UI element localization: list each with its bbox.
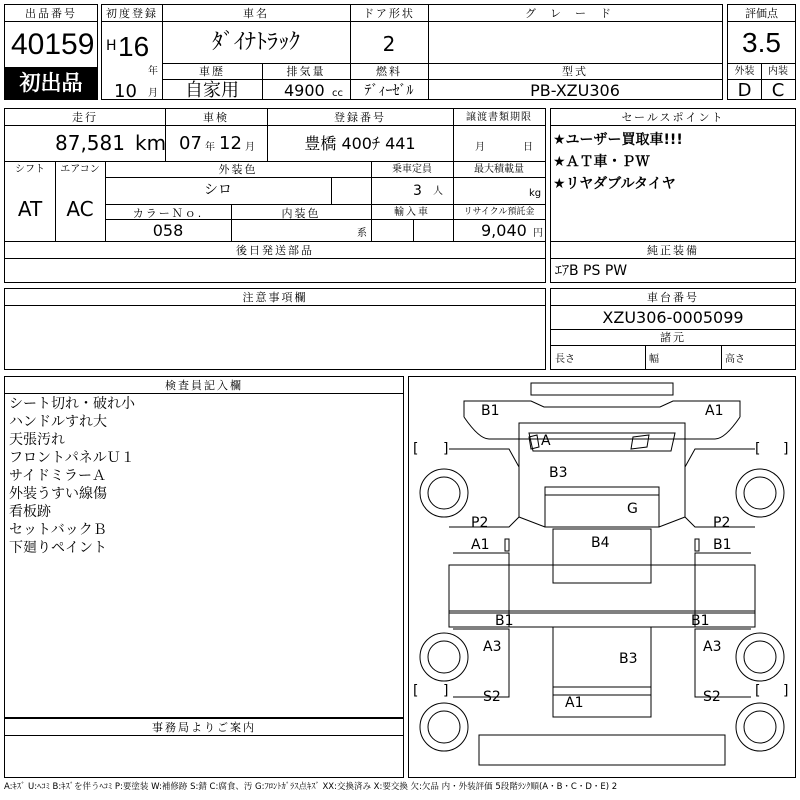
rear-left-wheel [420, 633, 468, 681]
damage-mark: B1 [691, 613, 710, 629]
sales-points-box [550, 108, 796, 242]
inspector-note-line: サイドミラーＡ [9, 468, 107, 484]
recycle-label: リサイクル預託金 [463, 207, 535, 217]
genuine-equipment-box [550, 241, 796, 283]
front-right-wheel [736, 469, 784, 517]
sales-point-item: ★ＡＴ車・ＰＷ [553, 154, 650, 170]
history-value: 自家用 [185, 80, 239, 101]
ext-score-label: 外装 [734, 66, 755, 77]
fuel-label: 燃料 [376, 65, 402, 78]
mileage-value: 87,581 [55, 131, 125, 155]
dims-length-label: 長さ [555, 354, 575, 365]
chassis-label: 車台番号 [647, 291, 699, 304]
dims-width-label: 幅 [649, 354, 659, 365]
first-reg-label: 初度登録 [106, 7, 158, 20]
rear-right-wheel [736, 633, 784, 681]
recycle-unit: 円 [533, 228, 543, 239]
damage-mark: A3 [483, 639, 502, 655]
damage-mark: G [627, 501, 638, 517]
damage-mark: A1 [471, 537, 490, 553]
dims-height-label: 高さ [725, 354, 745, 365]
bracket-mark: [ [755, 441, 761, 457]
office-notice-label: 事務局よりご案内 [152, 721, 256, 734]
top-info-grid [101, 4, 723, 100]
sales-point-item: ★ユーザー買取車!!! [553, 132, 683, 148]
inspector-note-line: ハンドルすれ大 [9, 414, 107, 430]
cab-roof [545, 487, 659, 527]
score-value: 3.5 [742, 27, 781, 58]
sales-point-item: ★リヤダブルタイヤ [553, 176, 676, 192]
bracket-mark: ] [443, 683, 449, 699]
lot-number-value: 40159 [11, 28, 95, 61]
inspection-month: 12 [219, 133, 242, 154]
inspector-note-line: 外装うすい線傷 [9, 486, 107, 502]
inspector-note-line: 天張汚れ [9, 432, 65, 448]
damage-diagram [409, 377, 795, 777]
capacity-value: 3 [413, 183, 422, 199]
first-reg-era: H [106, 38, 117, 54]
grade-label: グレード [525, 7, 625, 20]
inspector-notes-box [4, 376, 404, 718]
car-name-label: 車名 [243, 7, 269, 20]
damage-mark: B1 [495, 613, 514, 629]
ext-color-value: シロ [204, 182, 232, 198]
color-no-label: カラーＮｏ. [132, 207, 204, 220]
aircon-value: AC [66, 197, 94, 221]
lot-number-label: 出品番号 [25, 7, 77, 20]
chassis-value: XZU306-0005099 [602, 308, 744, 327]
legend-footer: A:ｷｽﾞ U:ﾍｺﾐ B:ｷｽﾞを伴うﾍｺﾐ P:要塗装 W:補修跡 S:錆 C:腐食、汚 G:ﾌﾛﾝﾄｶﾞﾗｽ点ｷｽﾞ XX:交換済み X:要交換 欠:欠品 内・外装評価 5段階ﾗﾝｸ順(A・B・C・D・E) 2 [4, 782, 618, 792]
int-score-label: 内装 [768, 66, 788, 77]
right-handle [695, 539, 699, 551]
front-bumper-top [531, 383, 673, 395]
first-listing-text: 初出品 [19, 71, 83, 95]
displacement-value: 4900 [284, 81, 325, 100]
color-no-value: 058 [152, 221, 184, 240]
transfer-day-unit: 日 [523, 142, 533, 153]
first-reg-year: 16 [118, 31, 150, 62]
damage-mark: P2 [471, 515, 489, 531]
int-color-unit: 系 [357, 228, 367, 239]
inspection-label: 車検 [203, 111, 229, 124]
car-name-value: ﾀﾞｲﾅﾄﾗｯｸ [211, 30, 300, 55]
score-box [727, 4, 796, 100]
bracket-mark: ] [783, 683, 789, 699]
mileage-label: 走行 [72, 111, 98, 124]
damage-mark: S2 [483, 689, 501, 705]
rear-left-hub [428, 641, 460, 673]
damage-mark: B3 [549, 465, 568, 481]
genuine-equipment-label: 純正装備 [647, 244, 699, 257]
door-label: ドア形状 [363, 7, 415, 20]
history-label: 車歴 [199, 65, 225, 78]
ext-color-label: 外装色 [218, 163, 258, 176]
office-notice-box [4, 718, 404, 778]
transfer-label: 譲渡書類期限 [466, 112, 532, 123]
first-reg-year-unit: 年 [148, 66, 158, 77]
inspector-note-line: 下廻りペイント [9, 540, 107, 556]
shift-label: シフト [15, 164, 45, 175]
damage-mark: S2 [703, 689, 721, 705]
registration-value: 豊橋 400ﾁ 441 [304, 134, 416, 153]
bracket-marks [413, 441, 788, 699]
notes-label: 注意事項欄 [242, 291, 308, 304]
bracket-mark: [ [755, 683, 761, 699]
displacement-unit: cc [332, 88, 343, 99]
inspector-note-line: フロントパネルＵ１ [9, 450, 135, 466]
front-left-wheel [420, 469, 468, 517]
shift-value: AT [17, 197, 43, 221]
front-lower-outline [464, 417, 740, 439]
mileage-unit: km [135, 131, 167, 155]
front-right-hub [744, 477, 776, 509]
max-load-label: 最大積載量 [474, 164, 524, 175]
front-panel-outline [464, 401, 740, 417]
notes-box [4, 288, 546, 370]
inspector-note-line: シート切れ・破れ小 [9, 396, 135, 412]
dims-label: 諸元 [660, 331, 686, 344]
damage-mark: P2 [713, 515, 731, 531]
max-load-unit: kg [529, 188, 542, 199]
later-parts-box [4, 241, 546, 283]
import-label: 輸入車 [394, 207, 430, 218]
model-label: 型式 [562, 65, 588, 78]
first-reg-month-unit: 月 [148, 88, 158, 99]
transfer-month-unit: 月 [475, 142, 485, 153]
damage-mark: B3 [619, 651, 638, 667]
registration-label: 登録番号 [334, 111, 386, 124]
lot-number-box [4, 4, 98, 100]
aircon-label: エアコン [60, 164, 100, 175]
displacement-label: 排気量 [286, 65, 326, 78]
rear-right-dual-wheel [736, 703, 784, 751]
inspector-note-line: 看板跡 [9, 504, 51, 520]
first-reg-month: 10 [114, 81, 137, 102]
left-handle [505, 539, 509, 551]
fuel-value: ﾃﾞｨｰｾﾞﾙ [364, 83, 414, 99]
inspector-notes-label: 検査員記入欄 [165, 379, 243, 392]
damage-mark: B1 [713, 537, 732, 553]
score-label: 評価点 [745, 7, 778, 20]
bracket-mark: [ [413, 441, 419, 457]
chassis-box [550, 288, 796, 370]
ext-score-value: D [737, 80, 752, 101]
rear-right-hub [744, 641, 776, 673]
bracket-mark: [ [413, 683, 419, 699]
door-value: 2 [382, 32, 396, 56]
int-score-value: C [771, 80, 785, 101]
inspector-note-line: セットバックＢ [9, 522, 107, 538]
later-parts-label: 後日発送部品 [236, 244, 314, 257]
damage-mark: A [541, 433, 551, 449]
inspection-year-unit: 年 [205, 142, 215, 153]
damage-mark: B1 [481, 403, 500, 419]
windshield [529, 433, 675, 451]
recycle-value: 9,040 [481, 221, 527, 240]
rear-right-dual-hub [744, 711, 776, 743]
damage-mark: B4 [591, 535, 610, 551]
inspection-month-unit: 月 [245, 142, 255, 153]
bracket-mark: ] [783, 441, 789, 457]
damage-mark: A3 [703, 639, 722, 655]
capacity-label: 乗車定員 [392, 164, 432, 175]
damage-marks [471, 403, 732, 711]
inspection-year: 07 [179, 133, 202, 154]
model-value: PB-XZU306 [530, 81, 620, 100]
capacity-unit: 人 [433, 186, 443, 197]
genuine-equipment-value: ｴｱB PS PW [555, 263, 628, 279]
damage-mark: A1 [705, 403, 724, 419]
sales-points-label: セールスポイント [621, 111, 725, 124]
right-wiper [631, 435, 649, 449]
rear-left-dual-wheel [420, 703, 468, 751]
bracket-mark: ] [443, 441, 449, 457]
first-listing-badge [5, 67, 97, 99]
rear-left-dual-hub [428, 711, 460, 743]
rear-bumper [479, 735, 725, 765]
vehicle-detail-grid [4, 108, 546, 242]
damage-mark: A1 [565, 695, 584, 711]
front-left-hub [428, 477, 460, 509]
int-color-label: 内装色 [281, 207, 321, 220]
